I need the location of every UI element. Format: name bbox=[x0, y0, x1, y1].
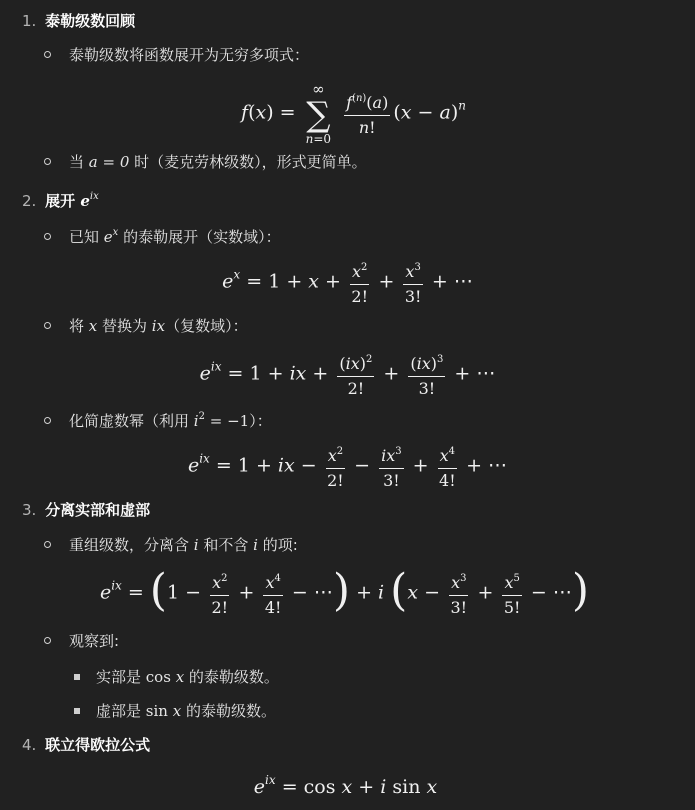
equation-exp-ix: $e^{ix} = 1$ + ix + $\frac{(ix)^2}{2!}$ + $\frac{(ix)^3}{3!}$ + ⋯ bbox=[0, 350, 695, 399]
bullet-text: 观察到: bbox=[69, 632, 120, 650]
bullet-text: 和不含 bbox=[198, 536, 254, 554]
bullet-text: 已知 bbox=[69, 228, 104, 246]
bullet-square-icon bbox=[74, 708, 80, 714]
bullet-text: 的泰勒级数。 bbox=[181, 702, 276, 720]
bullet-text: 化简虚数幂（利用 bbox=[69, 412, 194, 430]
section-heading-2 bbox=[22, 184, 99, 210]
inline-math: = −1 bbox=[204, 412, 250, 430]
bullet-text: 实部是 bbox=[96, 668, 146, 686]
bullet-circle-icon bbox=[44, 417, 51, 424]
bullet-text: 将 bbox=[69, 317, 89, 335]
equation-exp-x: $e^x = 1 + x$ + $\frac{x^2}{2!}$ + $\frac{x^3}{3!}$ + ⋯ bbox=[0, 258, 695, 307]
summation-symbol: ∞ ∑ n=0 bbox=[305, 80, 332, 146]
inline-math: i bbox=[193, 412, 199, 430]
sub-list-item: 虚部是 sin x 的泰勒级数。 bbox=[74, 698, 276, 724]
bullet-text: 替换为 bbox=[97, 317, 152, 335]
section-title: 展开 bbox=[45, 192, 81, 210]
bullet-text: ）： bbox=[249, 412, 272, 430]
bullet-circle-icon bbox=[44, 541, 51, 548]
bullet-circle-icon bbox=[44, 233, 51, 240]
bullet-circle-icon bbox=[44, 322, 51, 329]
bullet-circle-icon bbox=[44, 158, 51, 165]
section-title-math: e bbox=[80, 192, 90, 210]
list-item: 化简虚数幂（利用 $i^2 = -1$）： bbox=[44, 404, 272, 430]
section-number: 3. bbox=[22, 501, 37, 519]
bullet-text: 虚部是 bbox=[96, 702, 146, 720]
equation-simplified: $e^{ix} = 1$ + ix − $\frac{x^2}{2!}$ − $\frac{ix^3}{3!}$ + $\frac{x^4}{4!}$ + ⋯ bbox=[0, 442, 695, 491]
bullet-text: （复数域）： bbox=[165, 317, 248, 335]
list-item bbox=[44, 42, 309, 68]
equation-euler-formula: $e^{ix} = \cos x + i$ sin x bbox=[253, 773, 438, 798]
section-number: 4. bbox=[22, 736, 37, 754]
list-item: 已知 $e^x$ 的泰勒展开（实数域）： bbox=[44, 220, 281, 246]
bullet-circle-icon bbox=[44, 637, 51, 644]
bullet-text: 重组级数，分离含 bbox=[69, 536, 194, 554]
inline-math: cos bbox=[145, 668, 176, 686]
bullet-circle-icon bbox=[44, 51, 51, 58]
section-title: 分离实部和虚部 bbox=[45, 501, 151, 519]
bullet-text: 泰勒级数将函数展开为无穷多项式： bbox=[69, 46, 310, 64]
list-item: 重组级数，分离含 i 和不含 i 的项: bbox=[44, 532, 298, 558]
bullet-text: 当 bbox=[69, 153, 89, 171]
fraction: $\frac{f^{(n)}(a)}{n!}$ bbox=[344, 89, 390, 138]
bullet-text: 的泰勒展开（实数域）： bbox=[118, 228, 281, 246]
section-heading-4 bbox=[22, 732, 150, 758]
bullet-square-icon bbox=[74, 674, 80, 680]
bullet-text: 时（麦克劳林级数），形式更简单。 bbox=[129, 153, 367, 171]
section-heading-3 bbox=[22, 497, 150, 523]
section-title: 泰勒级数回顾 bbox=[45, 12, 136, 30]
bullet-text: 的项: bbox=[257, 536, 298, 554]
sub-list-item: 实部是 cos x 的泰勒级数。 bbox=[74, 664, 279, 690]
list-item bbox=[44, 628, 119, 654]
list-item: 将 x 替换为 ix（复数域）： bbox=[44, 313, 248, 339]
bullet-text: 的泰勒级数。 bbox=[184, 668, 279, 686]
inline-math: sin bbox=[145, 702, 173, 720]
inline-math: a = 0 bbox=[88, 153, 130, 171]
section-title: 联立得欧拉公式 bbox=[45, 736, 151, 754]
section-title-exponent: ix bbox=[89, 191, 99, 202]
section-heading-1 bbox=[22, 8, 135, 34]
section-number: 1. bbox=[22, 12, 37, 30]
equation-grouped: $e^{ix} = (1$ − $\frac{x^2}{2!}$ + $\frac{x^4}{4!}$ − ⋯) + i (x − $\frac{x^3}{3!}$ + $\frac{x^5}{5!}$ − ⋯) bbox=[99, 564, 590, 617]
equation-taylor-series: f(x) = ∞ ∑ n=0 $\frac{f^{(n)}(a)}{n!}$ $(x - a)^n$ bbox=[241, 80, 466, 146]
list-item bbox=[44, 149, 367, 175]
section-number: 2. bbox=[22, 192, 37, 210]
